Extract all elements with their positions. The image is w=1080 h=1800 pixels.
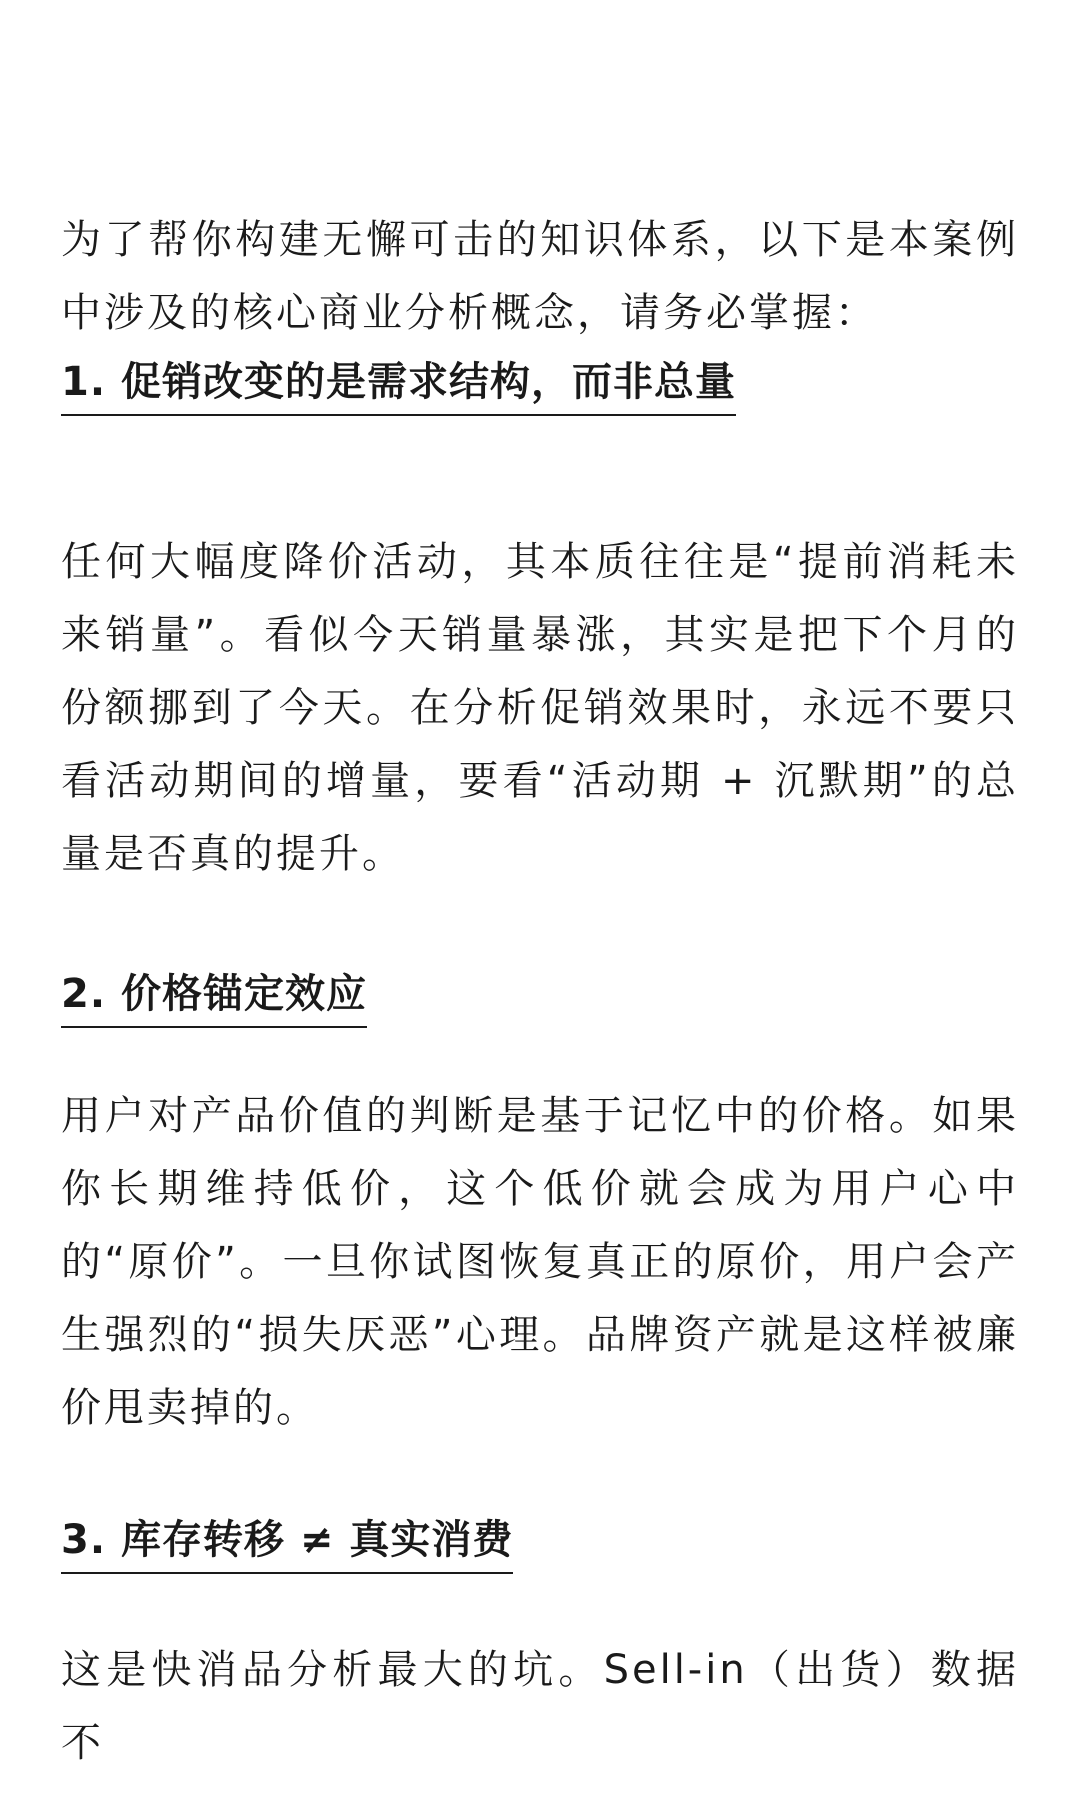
section-heading-3: 3. 库存转移 ≠ 真实消费 xyxy=(61,1512,513,1574)
section-heading-2: 2. 价格锚定效应 xyxy=(61,966,367,1028)
intro-paragraph: 为了帮你构建无懈可击的知识体系，以下是本案例中涉及的核心商业分析概念，请务必掌握： xyxy=(61,217,1019,336)
section-body-2: 用户对产品价值的判断是基于记忆中的价格。如果你长期维持低价，这个低价就会成为用户心中的“原价”。一旦你试图恢复真正的原价，用户会产生强烈的“损失厌恶”心理。品牌资产就是这样被廉价甩卖掉的。 xyxy=(61,1093,1019,1431)
section-body-3: 这是快消品分析最大的坑。Sell-in（出货）数据不 xyxy=(61,1647,1019,1766)
section-body-1: 任何大幅度降价活动，其本质往往是“提前消耗未来销量”。看似今天销量暴涨，其实是把下个月的份额挪到了今天。在分析促销效果时，永远不要只看活动期间的增量，要看“活动期 + 沉默期”的总量是否真的提升。 xyxy=(61,539,1019,877)
section-heading-1: 1. 促销改变的是需求结构，而非总量 xyxy=(61,354,736,416)
